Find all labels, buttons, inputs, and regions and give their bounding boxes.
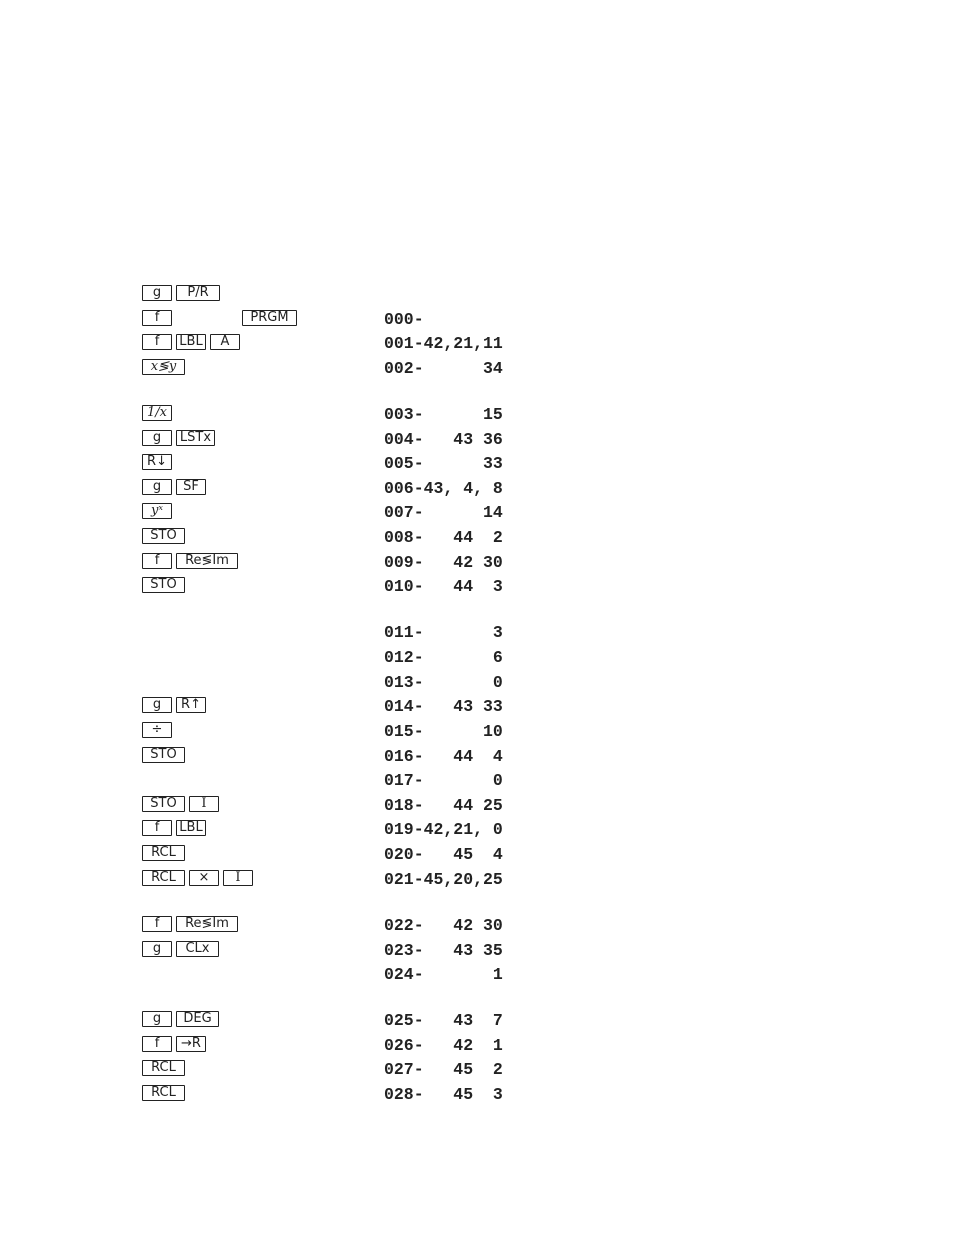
key-clear-x: CLx <box>176 941 219 957</box>
listing-row <box>0 428 954 452</box>
listing-row <box>0 868 954 892</box>
listing-row <box>0 769 954 793</box>
listing-row <box>0 914 954 938</box>
listing-row <box>0 1058 954 1082</box>
display-code: 021-45,20,25 <box>384 870 503 889</box>
display-code: 003- 15 <box>384 405 503 424</box>
listing-row <box>0 551 954 575</box>
key-re-exchange-im: Re≶Im <box>176 553 238 569</box>
key-f: f <box>142 553 172 569</box>
listing-row <box>0 501 954 525</box>
display-code: 004- 43 36 <box>384 430 503 449</box>
display-code: 008- 44 2 <box>384 528 503 547</box>
display-code: 002- 34 <box>384 359 503 378</box>
listing-row <box>0 818 954 842</box>
listing-row <box>0 720 954 744</box>
key-x-exchange-y: x≶y <box>142 359 185 375</box>
listing-row <box>0 939 954 963</box>
key-multiply: × <box>189 870 219 886</box>
listing-row <box>0 646 954 670</box>
display-code: 011- 3 <box>384 623 503 642</box>
listing-row <box>0 332 954 356</box>
key-roll-up: R↑ <box>176 697 206 713</box>
listing-row <box>0 794 954 818</box>
key-rcl: RCL <box>142 1060 185 1076</box>
key-g: g <box>142 430 172 446</box>
key-lbl: LBL <box>176 334 206 350</box>
key-f: f <box>142 334 172 350</box>
listing-row <box>0 477 954 501</box>
listing-row <box>0 843 954 867</box>
display-code: 005- 33 <box>384 454 503 473</box>
key-g: g <box>142 1011 172 1027</box>
key-re-exchange-im: Re≶Im <box>176 916 238 932</box>
key-f: f <box>142 310 172 326</box>
key-prgm: PRGM <box>242 310 297 326</box>
display-code: 006-43, 4, 8 <box>384 479 503 498</box>
listing-row <box>0 1083 954 1107</box>
listing-row <box>0 671 954 695</box>
display-code: 024- 1 <box>384 965 503 984</box>
display-code: 009- 42 30 <box>384 553 503 572</box>
key-g: g <box>142 941 172 957</box>
key-rcl: RCL <box>142 845 185 861</box>
listing-row <box>0 575 954 599</box>
display-code: 019-42,21, 0 <box>384 820 503 839</box>
key-lbl: LBL <box>176 820 206 836</box>
display-code: 015- 10 <box>384 722 503 741</box>
display-code: 001-42,21,11 <box>384 334 503 353</box>
key-index-i: I <box>223 870 253 886</box>
listing-row <box>0 308 954 332</box>
key-sf: SF <box>176 479 206 495</box>
key-rcl: RCL <box>142 870 185 886</box>
listing-row <box>0 621 954 645</box>
key-last-x: LSTx <box>176 430 215 446</box>
display-code: 025- 43 7 <box>384 1011 503 1030</box>
listing-row <box>0 452 954 476</box>
display-code: 020- 45 4 <box>384 845 503 864</box>
key-sto: STO <box>142 796 185 812</box>
key-f: f <box>142 1036 172 1052</box>
display-code: 013- 0 <box>384 673 503 692</box>
key-index-i: I <box>189 796 219 812</box>
listing-row <box>0 526 954 550</box>
display-code: 018- 44 25 <box>384 796 503 815</box>
key-sto: STO <box>142 747 185 763</box>
display-code: 017- 0 <box>384 771 503 790</box>
display-code: 012- 6 <box>384 648 503 667</box>
key-p-r: P/R <box>176 285 220 301</box>
key-a: A <box>210 334 240 350</box>
listing-row <box>0 1009 954 1033</box>
key-g: g <box>142 697 172 713</box>
key-g: g <box>142 479 172 495</box>
display-code: 007- 14 <box>384 503 503 522</box>
key-divide: ÷ <box>142 722 172 738</box>
key-f: f <box>142 820 172 836</box>
listing-row <box>0 357 954 381</box>
display-code: 010- 44 3 <box>384 577 503 596</box>
key-f: f <box>142 916 172 932</box>
listing-row <box>0 403 954 427</box>
listing-row <box>0 283 954 307</box>
display-code: 028- 45 3 <box>384 1085 503 1104</box>
key-sto: STO <box>142 577 185 593</box>
display-code: 014- 43 33 <box>384 697 503 716</box>
display-code: 022- 42 30 <box>384 916 503 935</box>
display-code: 016- 44 4 <box>384 747 503 766</box>
listing-row <box>0 1034 954 1058</box>
key-y-power-x: yˣ <box>142 503 172 519</box>
key-rcl: RCL <box>142 1085 185 1101</box>
key-reciprocal: 1/x <box>142 405 172 421</box>
listing-row <box>0 963 954 987</box>
listing-row <box>0 745 954 769</box>
key-roll-down: R↓ <box>142 454 172 470</box>
display-code: 000- <box>384 310 424 329</box>
display-code: 027- 45 2 <box>384 1060 503 1079</box>
key-sto: STO <box>142 528 185 544</box>
key-g: g <box>142 285 172 301</box>
key-deg: DEG <box>176 1011 219 1027</box>
listing-row <box>0 695 954 719</box>
display-code: 026- 42 1 <box>384 1036 503 1055</box>
display-code: 023- 43 35 <box>384 941 503 960</box>
key-to-rectangular: →R <box>176 1036 206 1052</box>
